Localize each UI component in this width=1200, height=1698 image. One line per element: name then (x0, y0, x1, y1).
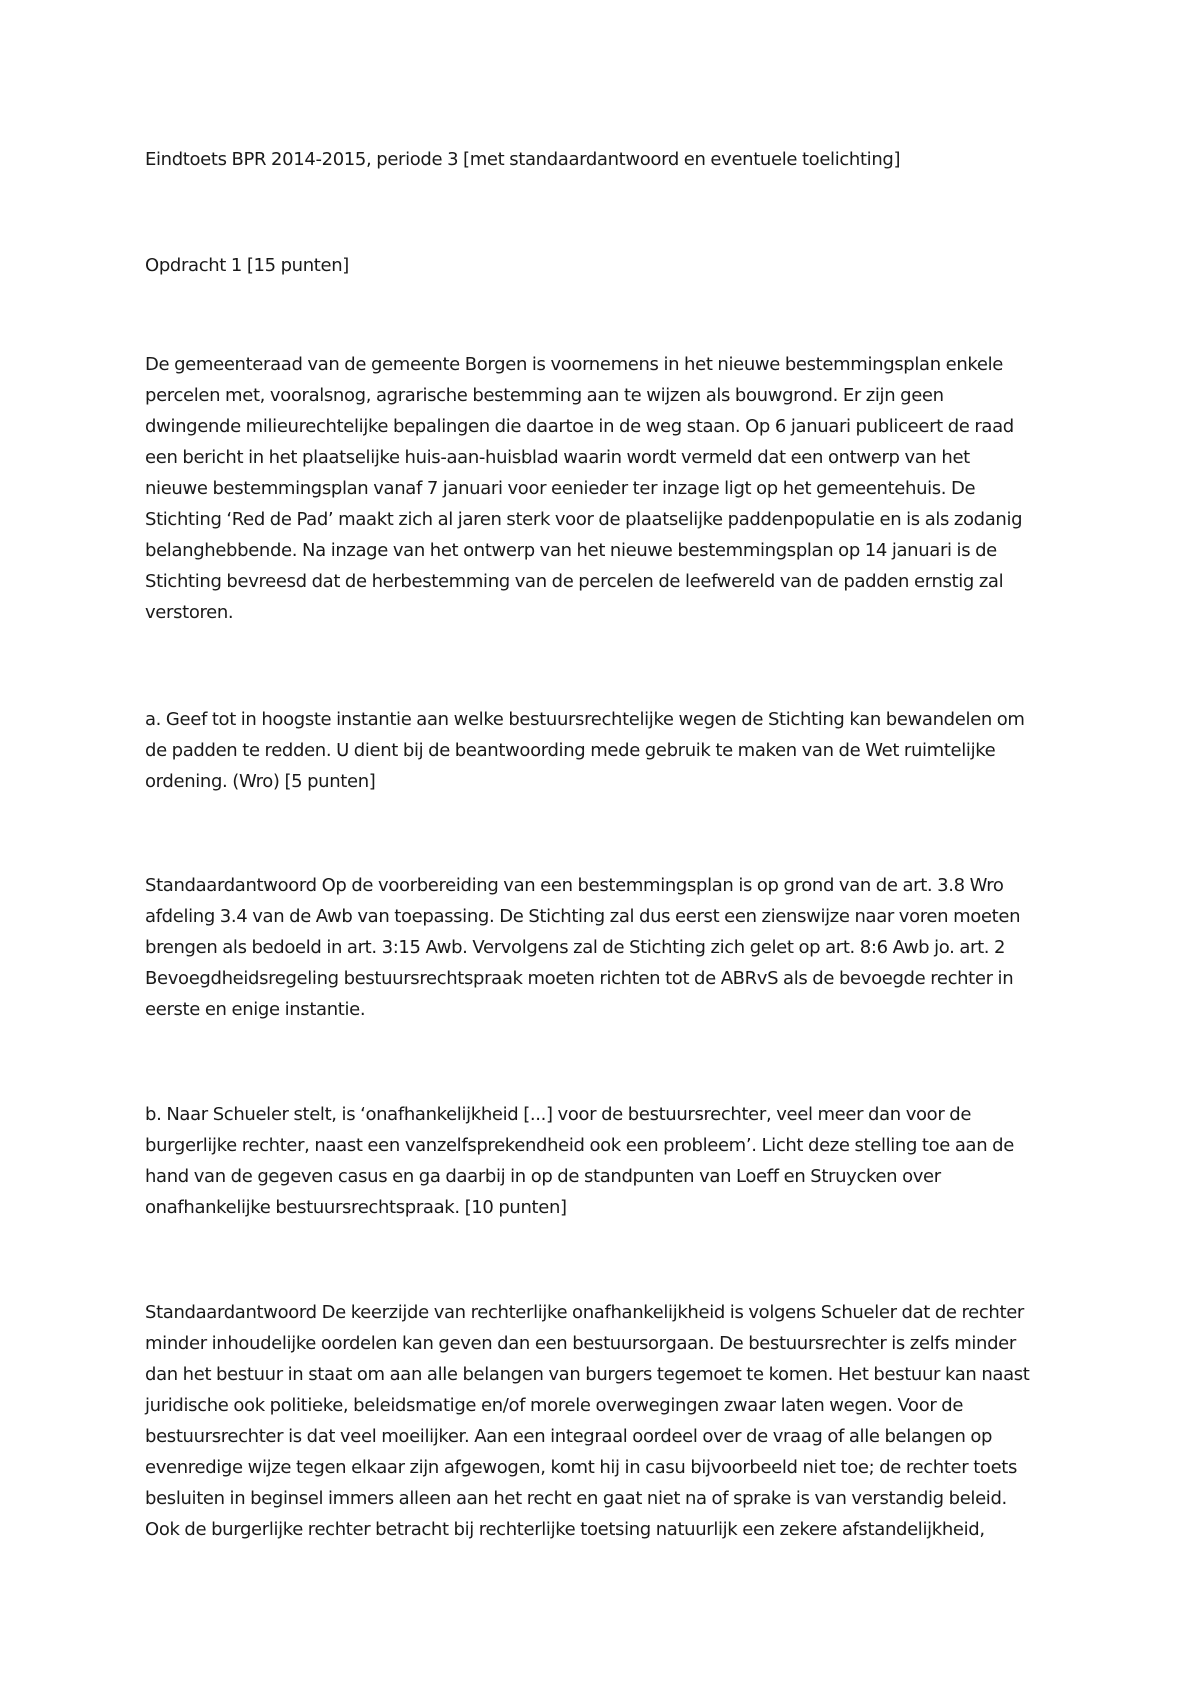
text-line: Bevoegdheidsregeling bestuursrechtspraak moeten richten tot de ABRvS als de bevoegde rechter in (145, 968, 1014, 989)
answer-b (145, 1297, 1090, 1545)
text-line: Standaardantwoord Op de voorbereiding van een bestemmingsplan is op grond van de art. 3.8 Wro (145, 875, 1004, 896)
heading-line: Opdracht 1 [15 punten] (145, 255, 349, 276)
text-line: percelen met, vooralsnog, agrarische bestemming aan te wijzen als bouwgrond. Er zijn geen (145, 385, 944, 406)
answer-a (145, 870, 1090, 1025)
text-line: ordening. (Wro) [5 punten] (145, 771, 376, 792)
text-line: belanghebbende. Na inzage van het ontwerp van het nieuwe bestemmingsplan op 14 januari is de (145, 540, 997, 561)
text-line: besluiten in beginsel immers alleen aan het recht en gaat niet na of sprake is van verstandig beleid. (145, 1488, 1007, 1509)
text-line: onafhankelijke bestuursrechtspraak. [10 punten] (145, 1197, 567, 1218)
text-line: Ook de burgerlijke rechter betracht bij rechterlijke toetsing natuurlijk een zekere afstandelijkheid, (145, 1519, 985, 1540)
text-line: bestuursrechter is dat veel moeilijker. Aan een integraal oordeel over de vraag of alle belangen op (145, 1426, 993, 1447)
text-line: hand van de gegeven casus en ga daarbij in op de standpunten van Loeff en Struycken over (145, 1166, 941, 1187)
text-line: evenredige wijze tegen elkaar zijn afgewogen, komt hij in casu bijvoorbeeld niet toe; de rechter toets (145, 1457, 1018, 1478)
text-line: afdeling 3.4 van de Awb van toepassing. De Stichting zal dus eerst een zienswijze naar voren moeten (145, 906, 1021, 927)
text-line: dan het bestuur in staat om aan alle belangen van burgers tegemoet te komen. Het bestuur kan naast (145, 1364, 1030, 1385)
document-title (145, 144, 1090, 175)
text-line: Stichting bevreesd dat de herbestemming van de percelen de leefwereld van de padden ernstig zal (145, 571, 1004, 592)
text-line: een bericht in het plaatselijke huis-aan-huisblad waarin wordt vermeld dat een ontwerp van het (145, 447, 970, 468)
case-description (145, 349, 1090, 628)
text-line: a. Geef tot in hoogste instantie aan welke bestuursrechtelijke wegen de Stichting kan bewandelen om (145, 709, 1025, 730)
text-line: b. Naar Schueler stelt, is ‘onafhankelijkheid [...] voor de bestuursrechter, veel meer dan voor de (145, 1104, 972, 1125)
assignment-heading (145, 250, 1090, 281)
title-line: Eindtoets BPR 2014-2015, periode 3 [met standaardantwoord en eventuele toelichting] (145, 149, 901, 170)
text-line: nieuwe bestemmingsplan vanaf 7 januari voor eenieder ter inzage ligt op het gemeentehuis. De (145, 478, 976, 499)
text-line: Standaardantwoord De keerzijde van rechterlijke onafhankelijkheid is volgens Schueler dat de rechter (145, 1302, 1024, 1323)
text-line: burgerlijke rechter, naast een vanzelfsprekendheid ook een probleem’. Licht deze stelling toe aan de (145, 1135, 1014, 1156)
text-line: minder inhoudelijke oordelen kan geven dan een bestuursorgaan. De bestuursrechter is zelfs minder (145, 1333, 1016, 1354)
question-a (145, 704, 1090, 797)
text-line: Stichting ‘Red de Pad’ maakt zich al jaren sterk voor de plaatselijke paddenpopulatie en is als zodanig (145, 509, 1023, 530)
text-line: eerste en enige instantie. (145, 999, 366, 1020)
text-line: juridische ook politieke, beleidsmatige en/of morele overwegingen zwaar laten wegen. Voor de (145, 1395, 964, 1416)
text-line: De gemeenteraad van de gemeente Borgen is voornemens in het nieuwe bestemmingsplan enkele (145, 354, 1003, 375)
question-b (145, 1099, 1090, 1223)
text-line: brengen als bedoeld in art. 3:15 Awb. Vervolgens zal de Stichting zich gelet op art. 8:6 Awb jo. art. 2 (145, 937, 1006, 958)
text-line: dwingende milieurechtelijke bepalingen die daartoe in de weg staan. Op 6 januari publiceert de raad (145, 416, 1014, 437)
text-line: de padden te redden. U dient bij de beantwoording mede gebruik te maken van de Wet ruimtelijke (145, 740, 996, 761)
text-line: verstoren. (145, 602, 234, 623)
